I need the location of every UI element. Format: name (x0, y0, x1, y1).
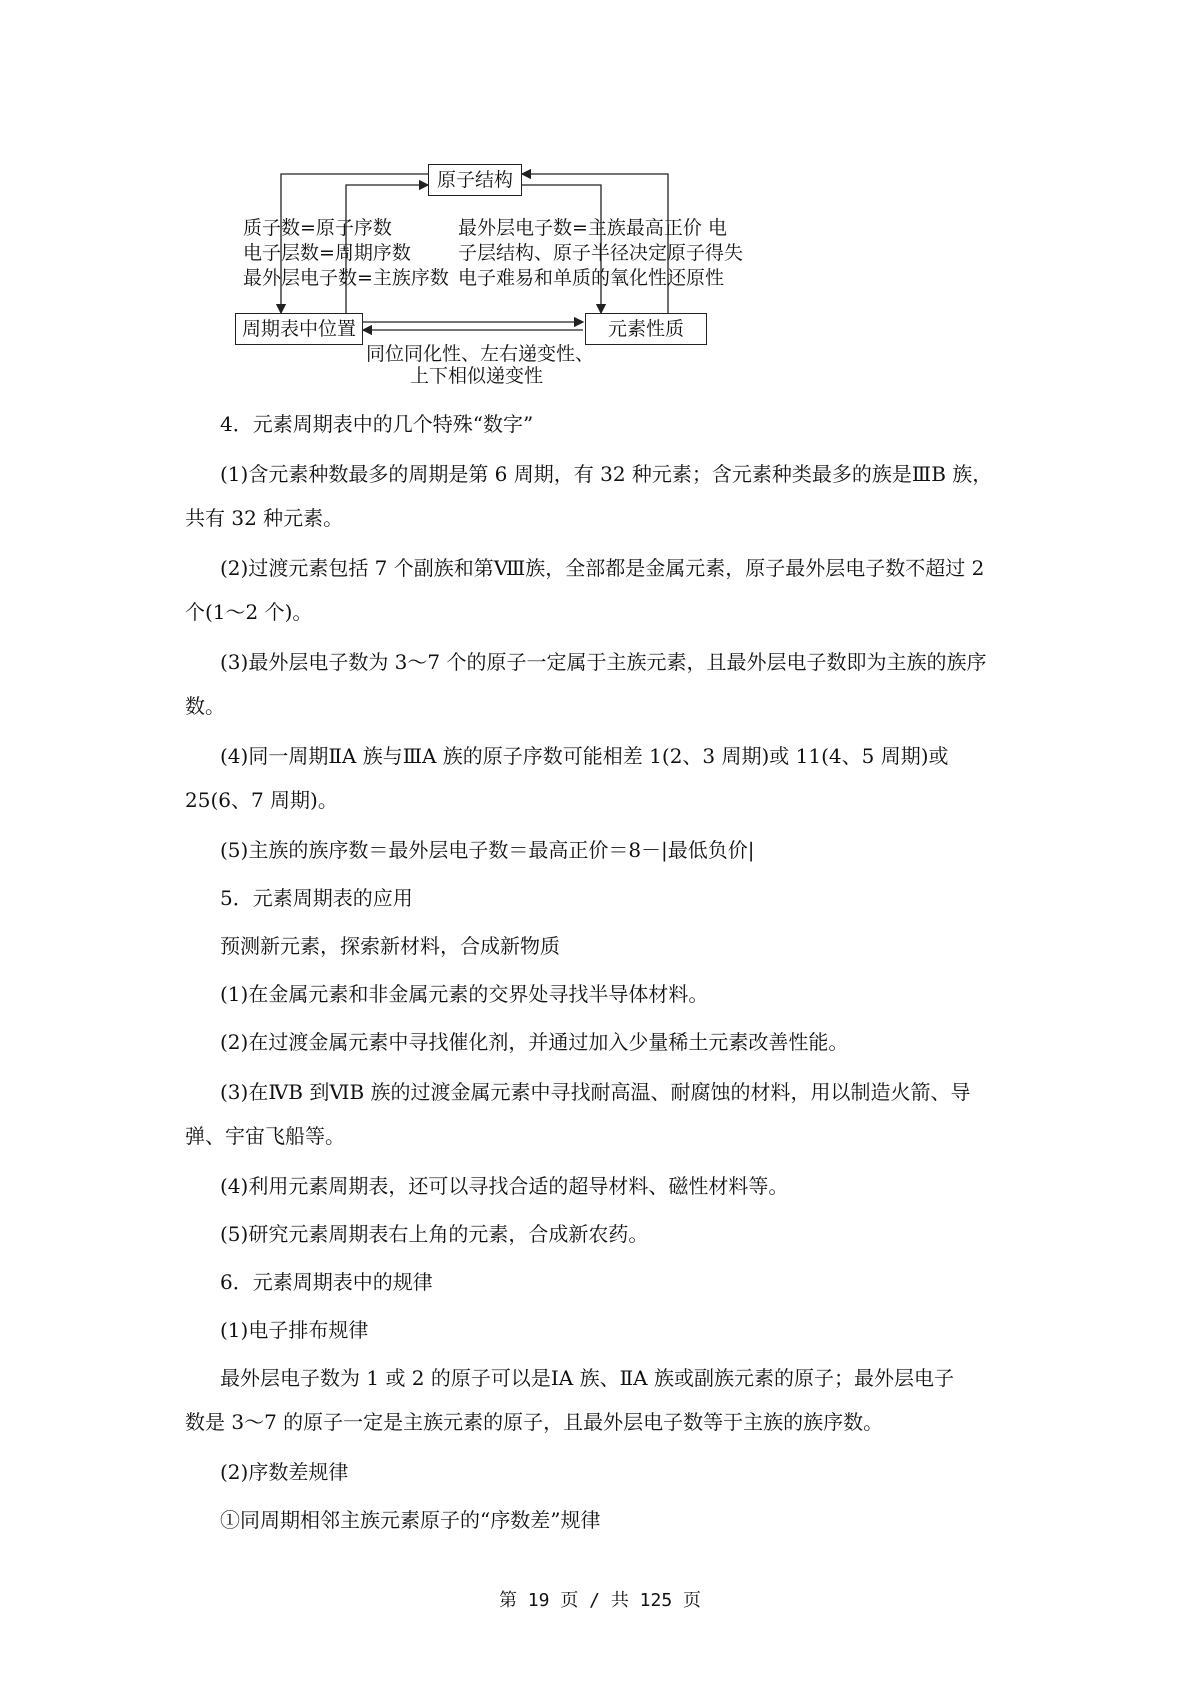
application-5: (5)研究元素周期表右上角的元素，合成新农药。 (220, 1222, 649, 1246)
right-relation-line-3: 电子难易和单质的氧化性还原性 (458, 267, 725, 289)
para-3-line-1: (3)最外层电子数为 3～7 个的原子一定属于主族元素，且最外层电子数即为主族的族序 (220, 650, 987, 674)
para-3-line-2: 数。 (185, 694, 225, 718)
para-1-line-1: (1)含元素种数最多的周期是第 6 周期，有 32 种元素；含元素种类最多的族是ⅢB 族， (220, 462, 993, 486)
application-1: (1)在金属元素和非金属元素的交界处寻找半导体材料。 (220, 982, 709, 1006)
section-5-heading: 5．元素周期表的应用 (220, 886, 413, 910)
para-4-line-1: (4)同一周期ⅡA 族与ⅢA 族的原子序数可能相差 1(2、3 周期)或 11(4、5 周期)或 (220, 744, 949, 768)
application-2: (2)在过渡金属元素中寻找催化剂，并通过加入少量稀土元素改善性能。 (220, 1030, 849, 1054)
left-relation-line-3: 最外层电子数=主族序数 (243, 267, 449, 289)
bottom-relation-line-2: 上下相似递变性 (410, 365, 544, 387)
para-4-line-2: 25(6、7 周期)。 (185, 788, 338, 812)
rule-2-sub-1: ①同周期相邻主族元素原子的“序数差”规律 (220, 1508, 601, 1532)
right-relation-line-1: 最外层电子数=主族最高正价 电 (458, 217, 727, 239)
application-3-line-2: 弹、宇宙飞船等。 (185, 1124, 345, 1148)
application-4: (4)利用元素周期表，还可以寻找合适的超导材料、磁性材料等。 (220, 1174, 789, 1198)
page-number-footer: 第 19 页 / 共 125 页 (498, 1590, 702, 1611)
para-1-line-2: 共有 32 种元素。 (185, 506, 344, 530)
rule-1-line-1: 最外层电子数为 1 或 2 的原子可以是ⅠA 族、ⅡA 族或副族元素的原子；最外层电子 (220, 1366, 954, 1390)
application-3-line-1: (3)在ⅣB 到ⅥB 族的过渡金属元素中寻找耐高温、耐腐蚀的材料，用以制造火箭、导 (220, 1080, 971, 1104)
bottom-relation-line-1: 同位同化性、左右递变性、 (366, 343, 595, 365)
para-2-line-2: 个(1～2 个)。 (185, 600, 313, 624)
element-property-box: 元素性质 (585, 313, 707, 345)
rule-1-heading: (1)电子排布规律 (220, 1318, 369, 1342)
structure-position-property-diagram (0, 0, 1200, 400)
section-6-heading: 6．元素周期表中的规律 (220, 1270, 433, 1294)
rule-1-line-2: 数是 3～7 的原子一定是主族元素的原子，且最外层电子数等于主族的族序数。 (185, 1410, 884, 1434)
left-relation-line-2: 电子层数=周期序数 (243, 242, 411, 264)
para-2-line-1: (2)过渡元素包括 7 个副族和第Ⅷ族，全部都是金属元素，原子最外层电子数不超过 2 (220, 556, 985, 580)
rule-2-heading: (2)序数差规律 (220, 1460, 349, 1484)
section-4-heading: 4．元素周期表中的几个特殊“数字” (220, 412, 534, 436)
periodic-position-box: 周期表中位置 (235, 313, 363, 345)
left-relation-line-1: 质子数=原子序数 (243, 217, 392, 239)
section-5-intro: 预测新元素，探索新材料，合成新物质 (220, 934, 560, 958)
atomic-structure-box: 原子结构 (428, 164, 522, 196)
para-5: (5)主族的族序数＝最外层电子数＝最高正价＝8－|最低负价| (220, 838, 755, 862)
right-relation-line-2: 子层结构、原子半径决定原子得失 (458, 242, 744, 264)
